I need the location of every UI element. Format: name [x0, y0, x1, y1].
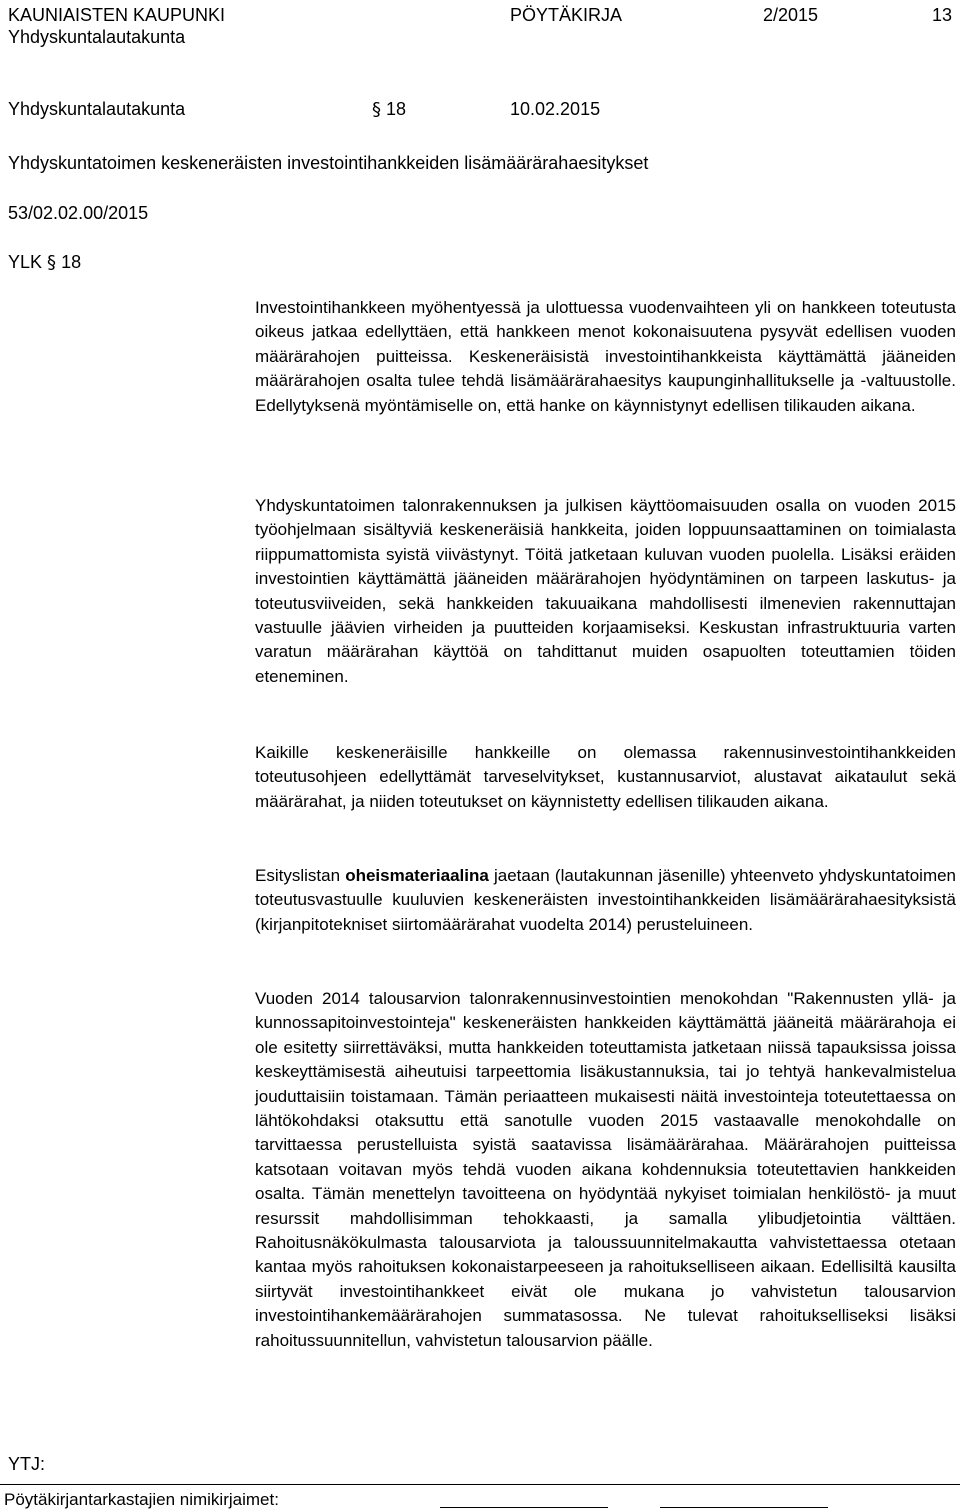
paragraph-5: Vuoden 2014 talousarvion talonrakennusinvestointien menokohdan "Rakennusten yllä- ja kunnossapitoinvestointeja" keskeneräisten hankkeiden käyttämättä jääneitä määrärahoja ei ole esitetty siirrettäväksi, mutta hankkeiden toteuttamista jatketaan niissä tapauksissa joissa keskeyttämisestä aiheutuisi tarpeettomia lisäkustannuksia, tai jo tehtyä hankevalmistelua jouduttaisiin toistamaan. Tämän periaatteen mukaisesti näitä investointeja toteutettaessa on lähtökohdaksi otaksuttu että sanotulle vuoden 2015 vastaavalle menokohdalle on tarvittaessa perustelluista syistä saatavissa lisämäärärahaa. Määrärahojen puitteissa katsotaan voitavan myös tehdä vuoden aikana kohdennuksia toteutettavien hankkeiden osalta. Tämän menettelyn tavoitteena on hyödyntää nykyiset toimialan henkilöstö- ja muut resurssit mahdollisimman tehokkaasti, ja samalla ylibudjetointia välttäen. Rahoitusnäkökulmasta talousarviota ja taloussuunnitelmakautta vahvistettaessa otetaan kantaa myös rahoituksen kokonaistarpeeseen ja rahoitukselliseen aikaan. Edellisiltä kausilta siirtyvät investointihankkeet eivät ole mukana jo vahvistetun talousarvion investointihankemäärärahojen summatasossa. Ne tulevat rahoitukselliseksi lisäksi rahoitussuunnitellun, vahvistetun talousarvion päälle.	[255, 989, 956, 1350]
section-sign: §	[372, 99, 381, 120]
agenda-title: Yhdyskuntatoimen keskeneräisten investointihankkeiden lisämäärärahaesitykset	[8, 153, 649, 173]
ylk-number: 18	[61, 252, 82, 272]
ylk-section-sign: §	[47, 252, 57, 273]
meeting-body: Yhdyskuntalautakunta	[8, 99, 186, 119]
header-org: KAUNIAISTEN KAUPUNKI	[8, 5, 226, 25]
meeting-date: 10.02.2015	[510, 99, 601, 119]
paragraph-4-post: jaetaan (lautakunnan jäsenille) yhteenveto yhdyskuntatoimen toteutusvastuulle kuuluvien keskeneräisten investointihankkeiden lisämäärärahaesityksistä (kirjanpitotekniset siirtomäärärahat vuodelta 2014) perusteluineen.	[255, 866, 957, 934]
footer-divider	[0, 1484, 960, 1485]
ylk-label: YLK	[8, 252, 43, 272]
initials-line-1	[440, 1507, 608, 1508]
header-page-number: 13	[932, 5, 953, 25]
paragraph-4-pre: Esityslistan	[255, 866, 346, 885]
paragraph-2: Yhdyskuntatoimen talonrakennuksen ja julkisen käyttöomaisuuden osalla on vuoden 2015 työohjelmaan sisältyviä keskeneräisiä hankkeita, joiden loppuunsaattaminen on toimialasta riippumattomista syistä viivästynyt. Töitä jatketaan kuluvan vuoden puolella. Lisäksi eräiden investointien käyttämättä jääneiden määrärahojen hyödyntäminen on tarpeen laskutus- ja toteutusviiveiden, sekä hankkeiden takuuaikana mahdollisesti ilmenevien rakennuttajan vastuulle jäävien virheiden ja puutteiden korjaamiseksi. Keskustan infrastruktuuria varten varatun määrärahan käyttöä on tahdittanut muiden osapuolten toteuttamien töiden eteneminen.	[255, 496, 956, 686]
paragraph-3: Kaikille keskeneräisille hankkeille on olemassa rakennusinvestointihankkeiden toteutusohjeen edellyttämät tarveselvitykset, kustannusarviot, alustavat aikataulut sekä määrärahat, ja niiden toteutukset on käynnistetty edellisen tilikauden aikana.	[255, 743, 956, 811]
section-number: 18	[386, 99, 407, 119]
ylk-line	[8, 252, 81, 273]
footer-initials-label: Pöytäkirjantarkastajien nimikirjaimet:	[4, 1490, 279, 1509]
meeting-section	[372, 99, 406, 120]
case-number: 53/02.02.00/2015	[8, 203, 149, 223]
header-unit: Yhdyskuntalautakunta	[8, 27, 186, 47]
paragraph-1: Investointihankkeen myöhentyessä ja ulottuessa vuodenvaihteen yli on hankkeen toteutusta oikeus jatkaa edellyttäen, että hankkeen menot kokonaisuutena pysyvät edellisen vuoden määrärahojen puitteissa. Keskeneräisistä investointihankkeista käyttämättä jääneiden määrärahojen osalta tulee tehdä lisämäärärahaesitys kaupunginhallitukselle ja -valtuustolle. Edellytyksenä myöntämiselle on, että hanke on käynnistynyt edellisen tilikauden aikana.	[255, 298, 956, 415]
header-issue: 2/2015	[763, 5, 819, 25]
header-doc-type: PÖYTÄKIRJA	[510, 5, 623, 25]
attachment-term: oheismateriaalina	[345, 866, 489, 885]
initials-line-2	[660, 1507, 828, 1508]
meeting-line	[8, 99, 185, 120]
paragraph-4	[255, 864, 956, 937]
ytj-label: YTJ:	[8, 1454, 46, 1474]
